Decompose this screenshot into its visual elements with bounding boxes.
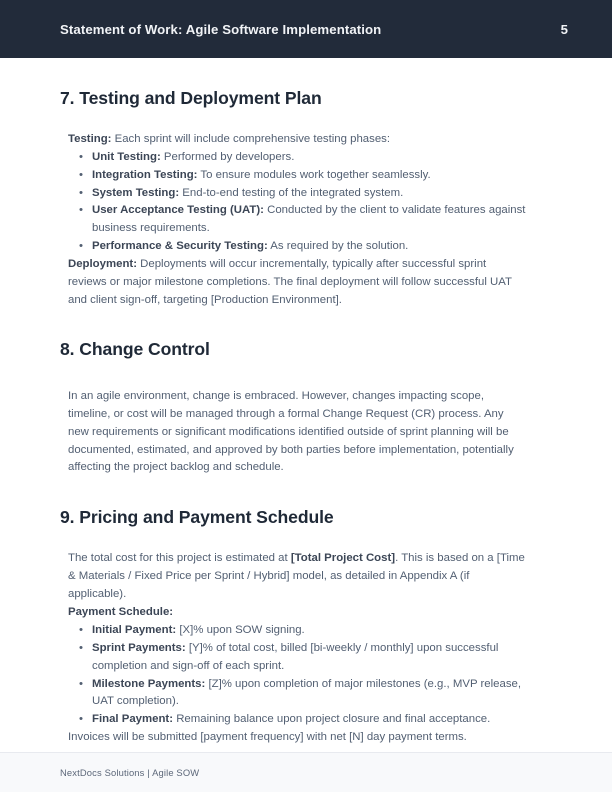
list-item [68,202,527,238]
section-heading: 7. Testing and Deployment Plan [60,88,322,108]
bullet-term: Performance & Security Testing: [92,240,268,253]
bullet-term: Final Payment: [92,713,174,726]
bullet-term: User Acceptance Testing (UAT): [92,204,264,217]
section-heading: 9. Pricing and Payment Schedule [60,507,334,528]
bullet-text: Performed by developers. [160,150,295,163]
section-pricing-and-payment-schedule [0,506,612,747]
footer-text: NextDocs Solutions | Agile SOW [60,767,200,778]
section-change-control [0,338,612,477]
total-project-cost-placeholder: [Total Project Cost] [290,552,396,565]
list-item [68,640,527,676]
section-heading: 8. Change Control [60,338,210,359]
pricing-intro-prefix: The total cost for this project is estimated at [68,552,291,565]
pricing-intro-suffix: . This is based on a [Time & Materials / Fixed Price per Sprint / Hybrid] model, as detailed in Appendix A (if applicable). [68,552,525,600]
testing-intro-text: Each sprint will include comprehensive testing phases: [111,132,391,145]
list-item [68,167,527,185]
deployment-paragraph [68,256,527,310]
deployment-label: Deployment: [68,258,137,271]
page-number: 5 [560,21,568,37]
list-item [68,676,527,712]
bullet-text: [Y]% of total cost, billed [bi-weekly / monthly] upon successful completion and sign-off of each sprint. [92,641,499,672]
list-item [68,185,527,203]
list-item [68,622,527,640]
section-testing-and-deployment-plan [0,87,612,310]
section-body [60,388,552,478]
bullet-text: End-to-end testing of the integrated system. [179,186,404,199]
pricing-intro-paragraph [68,550,527,604]
testing-label: Testing: [68,132,112,145]
bullet-text: [Z]% upon completion of major milestones (e.g., MVP release, UAT completion). [92,677,522,708]
bullet-term: System Testing: [92,186,180,199]
testing-intro-paragraph [68,131,527,149]
list-item [68,238,527,256]
bullet-term: Sprint Payments: [92,641,186,654]
list-item [68,149,527,167]
document-content [0,87,612,747]
bullet-text: To ensure modules work together seamlessly. [197,168,431,181]
bullet-term: Integration Testing: [92,168,198,181]
bullet-text: Remaining balance upon project closure and final acceptance. [173,713,491,726]
page-header [0,0,612,58]
payment-schedule-label-text: Payment Schedule: [68,605,174,618]
bullet-text: Conducted by the client to validate features against business requirements. [92,204,526,235]
section-body [60,131,552,310]
testing-bullet-list [68,149,527,256]
list-item [68,711,527,729]
bullet-text: As required by the solution. [267,240,409,253]
bullet-text: [X]% upon SOW signing. [176,623,305,636]
payment-bullet-list [68,622,527,729]
bullet-term: Milestone Payments: [92,677,206,690]
document-title: Statement of Work: Agile Software Implementation [60,21,382,37]
payment-schedule-label [68,604,527,622]
change-control-paragraph: In an agile environment, change is embraced. However, changes impacting scope, timeline, or cost will be managed through a formal Change Request (CR) process. Any new requirements or significant modifications identified outside of sprint planning will be documented, estimated, and approved by both parties before implementation, potentially affecting the project backlog and schedule. [68,389,514,474]
page-footer [0,752,612,792]
section-body [60,550,552,747]
bullet-term: Unit Testing: [92,150,161,163]
bullet-term: Initial Payment: [92,623,177,636]
invoices-paragraph: Invoices will be submitted [payment frequency] with net [N] day payment terms. [68,731,467,744]
deployment-text: Deployments will occur incrementally, typically after successful sprint reviews or major milestone completions. The final deployment will follow successful UAT and client sign-off, targeting [Production Environment]. [68,258,512,307]
